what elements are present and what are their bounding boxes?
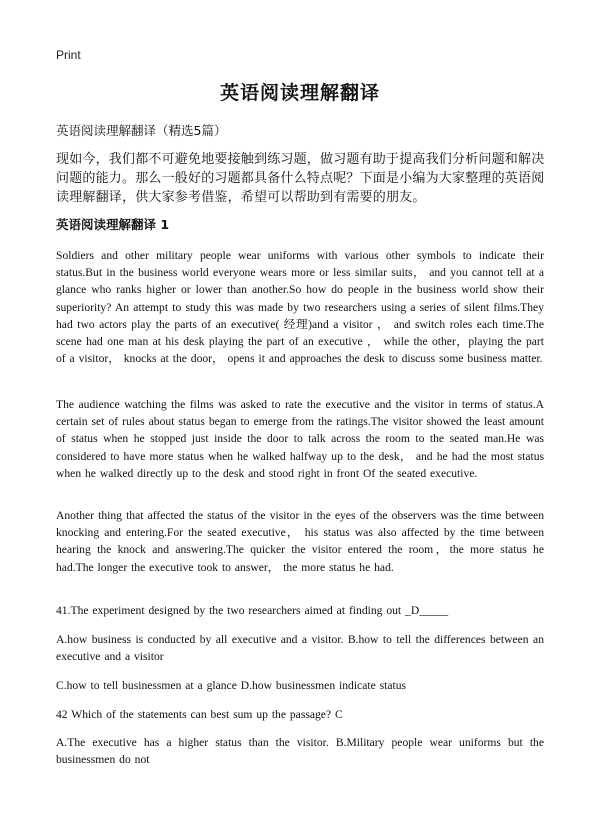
document-subtitle: 英语阅读理解翻译（精选5篇） — [56, 123, 227, 138]
passage-paragraph: The audience watching the films was asked to rate the executive and the visitor in terms of status.A certain set of rules about status began to emerge from the ratings.The visitor showed the least amount of status when he stopped just inside the door to talk across the room to the seated man.He was considered to have more status when he walked halfway up to the desk， and he had the most status when he walked directly up to the desk and stood right in front Of the seated executive. — [56, 398, 544, 480]
print-label: Print — [56, 48, 81, 62]
passage-paragraph: Soldiers and other military people wear uniforms with various other symbols to indicate their status.But in the business world everyone wears more or less similar suits， and you cannot tell at a glance who ranks higher or lower than another.So how do people in the business world show their superiority? An attempt to study this was made by two researchers using a series of silent films.They had two actors play the parts of an executive( 经理)and a visitor ， and switch roles each time.The scene had one man at his desk playing the part of an executive ， while the other，playing the part of a visitor， knocks at the door， opens it and approaches the desk to discuss some business matter. — [56, 249, 544, 366]
question-42: 42 Which of the statements can best sum up the passage? C — [56, 708, 343, 721]
intro-paragraph: 现如今，我们都不可避免地要接触到练习题，做习题有助于提高我们分析问题和解决问题的能力。那么一般好的习题都具备什么特点呢？下面是小编为大家整理的英语阅读理解翻译，供大家参考借鉴，希望可以帮助到有需要的朋友。 — [56, 152, 545, 205]
document-title: 英语阅读理解翻译 — [219, 82, 380, 104]
question-42-options: A.The executive has a higher status than the visitor. B.Military people wear uniforms but the businessmen do not — [56, 736, 544, 767]
question-41-options: A.how business is conducted by all executive and a visitor. B.how to tell the differences between an executive and a visitor — [56, 633, 544, 664]
question-41: 41.The experiment designed by the two researchers aimed at finding out _D_____ — [56, 604, 449, 617]
question-41-options: C.how to tell businessmen at a glance D.how businessmen indicate status — [56, 679, 407, 692]
section-heading: 英语阅读理解翻译 1 — [56, 217, 170, 232]
passage-paragraph: Another thing that affected the status of the visitor in the eyes of the observers was the time between knocking and entering.For the seated executive， his status was also affected by the time between hearing the knock and answering.The quicker the visitor entered the room，the more status he had.The longer the executive took to answer， the more status he had. — [56, 509, 544, 574]
